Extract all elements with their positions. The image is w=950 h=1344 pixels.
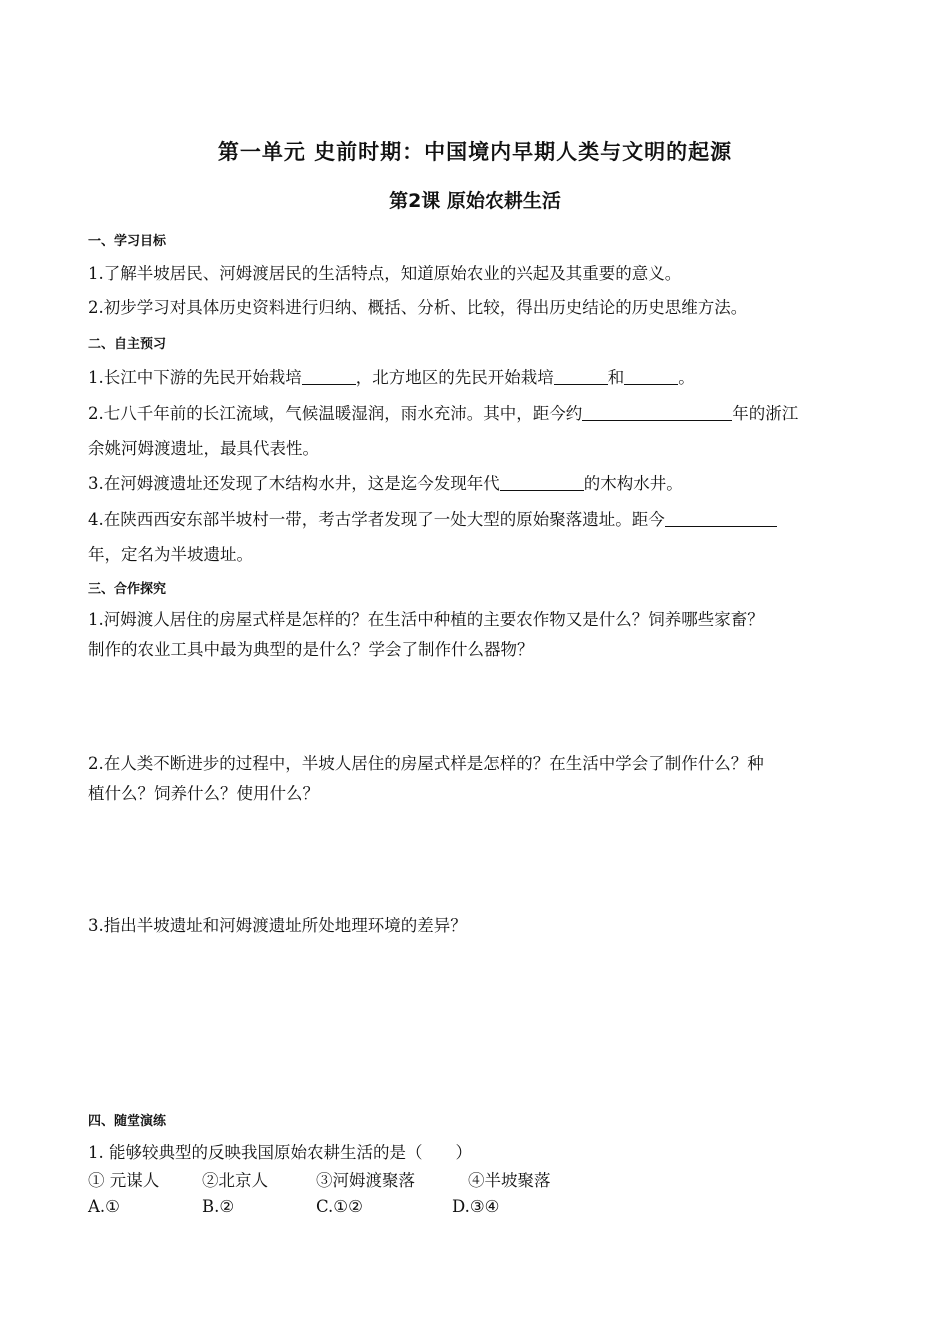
- explore-question-2-line-2: 植什么？饲养什么？使用什么？: [88, 784, 319, 803]
- section-heading-goals: 一、学习目标: [88, 234, 167, 249]
- section-heading-preview: 二、自主预习: [88, 337, 167, 352]
- preview-question-2-line-1: [88, 400, 798, 424]
- lesson-title: 第2课 原始农耕生活: [389, 190, 561, 212]
- practice-choices: [88, 1197, 499, 1216]
- fill-blank[interactable]: [554, 368, 608, 385]
- choice-c[interactable]: C.①②: [316, 1197, 363, 1216]
- fill-blank[interactable]: [500, 474, 584, 491]
- choice-a[interactable]: A.①: [88, 1197, 120, 1216]
- preview-question-2-line-2: 余姚河姆渡遗址，最具代表性。: [88, 439, 319, 458]
- choice-b[interactable]: B.②: [202, 1197, 235, 1216]
- preview-q1-text-b: ，北方地区的先民开始栽培: [355, 368, 554, 387]
- explore-question-2-line-1: 2.在人类不断进步的过程中，半坡人居住的房屋式样是怎样的？在生活中学会了制作什么？种: [88, 754, 764, 773]
- preview-q2-text-a: 2.七八千年前的长江流域，气候温暖湿润，雨水充沛。其中，距今约: [88, 404, 583, 423]
- explore-question-1-line-1: 1.河姆渡人居住的房屋式样是怎样的？在生活中种植的主要农作物又是什么？饲养哪些家畜？: [88, 610, 764, 629]
- fill-blank[interactable]: [582, 404, 732, 421]
- explore-question-1-line-2: 制作的农业工具中最为典型的是什么？学会了制作什么器物？: [88, 640, 534, 659]
- unit-title: 第一单元 史前时期：中国境内早期人类与文明的起源: [217, 140, 733, 164]
- fill-blank[interactable]: [624, 368, 678, 385]
- preview-question-4-line-2: 年，定名为半坡遗址。: [88, 545, 253, 564]
- preview-q1-text-a: 1.长江中下游的先民开始栽培: [88, 368, 302, 387]
- goal-item-1: 1.了解半坡居民、河姆渡居民的生活特点，知道原始农业的兴起及其重要的意义。: [88, 264, 682, 283]
- practice-question-1: 1. 能够较典型的反映我国原始农耕生活的是（ ）: [88, 1143, 472, 1162]
- preview-q3-text-b: 的木构水井。: [583, 474, 683, 493]
- fill-blank[interactable]: [302, 368, 356, 385]
- preview-question-4-line-1: [88, 506, 777, 530]
- practice-items: [88, 1167, 551, 1191]
- section-heading-practice: 四、随堂演练: [88, 1114, 167, 1129]
- preview-q4-text-a: 4.在陕西西安东部半坡村一带，考古学者发现了一处大型的原始聚落遗址。距今: [88, 510, 665, 529]
- preview-q3-text-a: 3.在河姆渡遗址还发现了木结构水井，这是迄今发现年代: [88, 474, 500, 493]
- preview-question-1: [88, 364, 695, 388]
- practice-item: ②北京人: [202, 1171, 268, 1190]
- choice-d[interactable]: D.③④: [452, 1197, 500, 1216]
- practice-item: ④半坡聚落: [468, 1171, 551, 1190]
- preview-question-3: [88, 470, 683, 494]
- section-heading-explore: 三、合作探究: [88, 582, 167, 597]
- fill-blank[interactable]: [665, 510, 777, 527]
- preview-q1-text-c: 和: [607, 368, 625, 387]
- preview-q1-text-d: 。: [678, 368, 695, 387]
- practice-item: ③河姆渡聚落: [316, 1171, 415, 1190]
- preview-q2-text-b: 年的浙江: [732, 404, 799, 423]
- goal-item-2: 2.初步学习对具体历史资料进行归纳、概括、分析、比较，得出历史结论的历史思维方法。: [88, 298, 748, 317]
- explore-question-3: 3.指出半坡遗址和河姆渡遗址所处地理环境的差异？: [88, 916, 467, 935]
- practice-item: ① 元谋人: [88, 1171, 160, 1190]
